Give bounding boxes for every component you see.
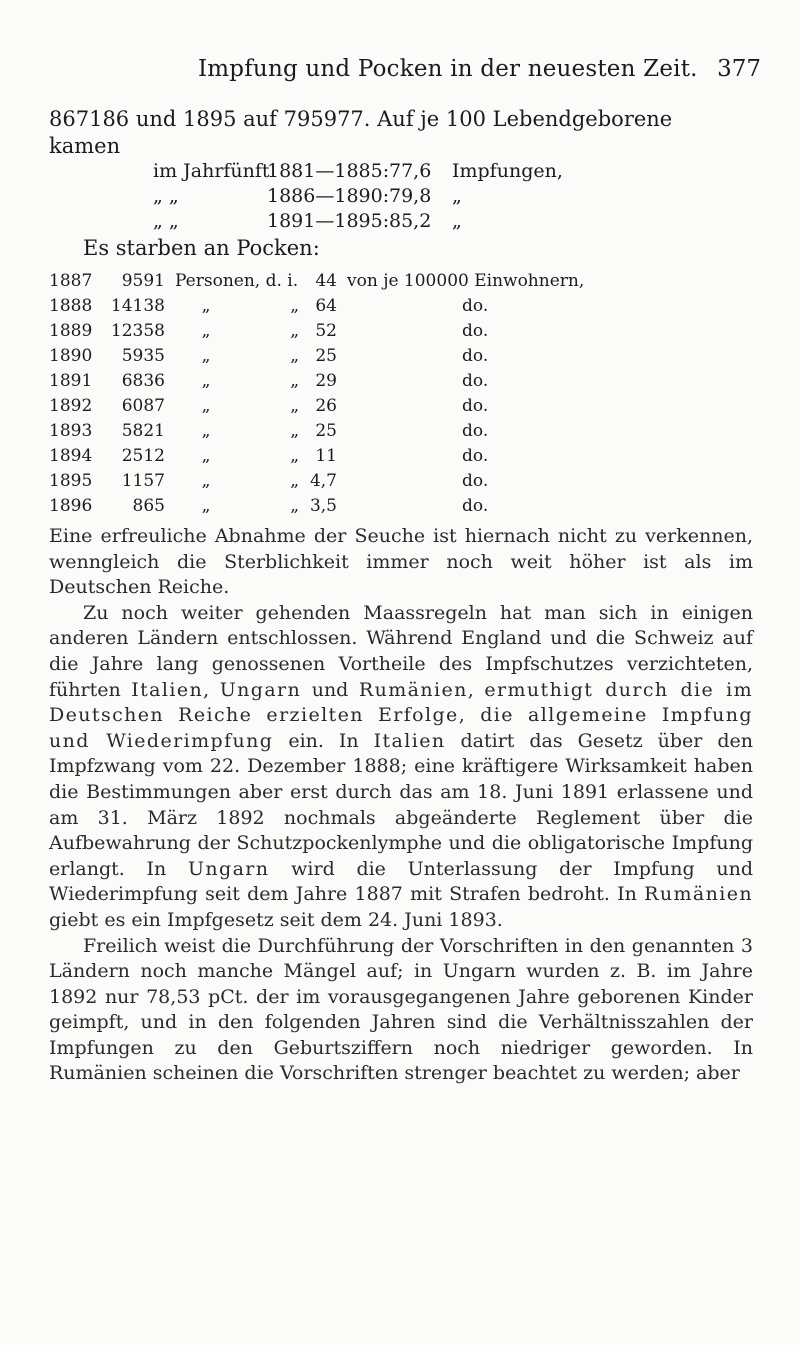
ditto-mark: „: [290, 395, 299, 416]
rate-cell: 4,7: [309, 470, 337, 491]
ditto-text: do.: [462, 445, 489, 466]
ditto-mark: „: [290, 470, 299, 491]
ditto-cell: [175, 293, 299, 318]
rate-suffix: „: [452, 210, 462, 232]
rate-row: [153, 209, 592, 234]
intro-line: kamen: [49, 134, 121, 158]
ditto-cell: [175, 493, 299, 518]
paragraph: Freilich weist die Durchführung der Vorschriften in den genannten 3 Ländern noch manche Mängel auf; in Ungarn wurden z. B. im Jahre 1892 nur 78,53 pCt. der im vorausgegangenen Jahre geborenen Kinder geimpft, und in den folgenden Jahren sind die Verhältnisszahlen der Impfungen zu den Geburtsziffern noch niedriger geworden. In Rumänien scheinen die Vorschriften strenger beachtet zu werden; aber: [49, 934, 753, 1085]
table-row: [49, 418, 792, 443]
text-run: wird die Unterlassung der Impfung und Wiederimpfung seit dem Jahre 1887 mit Strafen bedroht. In: [49, 857, 753, 906]
ditto-text: do.: [462, 345, 489, 366]
ditto-mark: „: [290, 445, 299, 466]
country-name: Italien: [373, 729, 446, 752]
rate-cell: 11: [315, 445, 337, 466]
rate-prefix: im Jahrfünft: [153, 160, 270, 182]
emphasized-text: ermuthigt durch die im Deutschen Reiche erzielten Erfolge, die allgemeine Impfung und Wiederimpfung: [49, 678, 754, 752]
rate-prefix: „ „: [153, 210, 179, 232]
ditto-mark: „: [201, 445, 211, 466]
ditto-cell: [175, 468, 299, 493]
rate-cell: 44: [315, 270, 337, 291]
ditto-text: do.: [462, 395, 489, 416]
ditto-mark: „: [290, 345, 299, 366]
intro-line: 867186 und 1895 auf 795977. Auf je 100 Lebendgeborene: [49, 107, 673, 131]
table-row: [49, 318, 792, 343]
text-run: ein. In: [273, 729, 374, 752]
deaths-count-cell: 5821: [121, 420, 165, 441]
deaths-count-cell: 2512: [121, 445, 165, 466]
table-row: [49, 268, 792, 293]
rate-years: 1886—1890:: [267, 185, 390, 207]
country-name: Rumänien: [644, 883, 753, 906]
ditto-cell: [175, 418, 299, 443]
text-run: und: [301, 678, 359, 701]
rate-row: [153, 184, 592, 209]
year-cell: 1890: [49, 345, 93, 366]
text-run: Zu noch weiter gehenden Maassregeln hat man sich in einigen anderen Ländern entschlossen. Während England und die Schweiz auf die Jahre lang genossenen Vortheile des Impfschutzes verzichteten, führten: [49, 601, 753, 701]
smallpox-deaths-table: [49, 268, 792, 518]
table-row: [49, 493, 792, 518]
rate-cell: 64: [315, 295, 337, 316]
year-cell: 1888: [49, 295, 93, 316]
year-cell: 1891: [49, 370, 93, 391]
rate-cell: 25: [315, 420, 337, 441]
ditto-mark: „: [201, 370, 211, 391]
rate-years: 1881—1885:: [267, 160, 390, 182]
ditto-cell: [175, 443, 299, 468]
ditto-text: do.: [462, 370, 489, 391]
ditto-mark: „: [201, 470, 211, 491]
text-run: giebt es ein Impfgesetz seit dem 24. Juni 1893.: [49, 908, 503, 931]
rate-cell: 25: [315, 345, 337, 366]
table-row: [49, 443, 792, 468]
paragraph: Eine erfreuliche Abnahme der Seuche ist hiernach nicht zu verkennen, wenngleich die Sterblichkeit immer noch weit höher ist als im Deutschen Reiche.: [49, 525, 753, 599]
paragraph: [49, 601, 753, 934]
rate-row: [153, 159, 592, 184]
ditto-mark: „: [201, 420, 211, 441]
rate-suffix: Impfungen,: [452, 160, 563, 182]
deaths-count-cell: 1157: [121, 470, 165, 491]
deaths-count-cell: 6836: [121, 370, 165, 391]
table-row: [49, 343, 792, 368]
deaths-count-cell: 12358: [110, 320, 165, 341]
rate-value: 77,6: [389, 160, 432, 182]
country-name: Ungarn: [187, 857, 270, 880]
deaths-count-cell: 6087: [121, 395, 165, 416]
rate-prefix: „ „: [153, 185, 179, 207]
ditto-mark: „: [290, 320, 299, 341]
intro-text: [49, 106, 753, 160]
table-row: [49, 293, 792, 318]
page-number: 377: [717, 56, 761, 82]
ditto-mark: „: [290, 295, 299, 316]
vaccination-rates-list: [153, 159, 592, 234]
persons-label: Personen, d. i.: [175, 270, 299, 291]
table-row: [49, 368, 792, 393]
text-run: ,: [203, 678, 220, 701]
country-name: Ungarn: [219, 678, 302, 701]
ditto-text: do.: [462, 420, 489, 441]
text-run: ,: [467, 678, 485, 701]
rate-value: 85,2: [389, 210, 432, 232]
ditto-text: do.: [462, 320, 489, 341]
ditto-mark: „: [290, 370, 299, 391]
ditto-mark: „: [201, 320, 211, 341]
ditto-text: do.: [462, 295, 489, 316]
ditto-mark: „: [201, 495, 211, 516]
deaths-heading: Es starben an Pocken:: [83, 236, 320, 260]
year-cell: 1887: [49, 270, 93, 291]
rate-cell: 3,5: [309, 495, 337, 516]
rate-value: 79,8: [389, 185, 432, 207]
country-name: Rumänien: [358, 678, 468, 701]
rate-cell: 52: [315, 320, 337, 341]
ditto-mark: „: [201, 395, 211, 416]
year-cell: 1895: [49, 470, 93, 491]
rate-cell: 26: [315, 395, 337, 416]
deaths-count-cell: 5935: [121, 345, 165, 366]
ditto-text: do.: [462, 470, 489, 491]
table-row: [49, 468, 792, 493]
year-cell: 1892: [49, 395, 93, 416]
rate-cell: 29: [315, 370, 337, 391]
ditto-mark: „: [290, 495, 299, 516]
ditto-mark: „: [201, 295, 211, 316]
deaths-count-cell: 14138: [110, 295, 165, 316]
year-cell: 1894: [49, 445, 93, 466]
page-header: [0, 56, 800, 96]
rate-suffix: „: [452, 185, 462, 207]
year-cell: 1896: [49, 495, 93, 516]
year-cell: 1889: [49, 320, 93, 341]
country-name: Italien: [131, 678, 204, 701]
year-cell: 1893: [49, 420, 93, 441]
rate-years: 1891—1895:: [267, 210, 390, 232]
body-prose: [49, 524, 753, 1087]
text-run: datirt das Gesetz über den Impfzwang vom 22. Dezember 1888; eine kräftigere Wirksamkeit haben die Bestimmungen aber erst durch das am 18. Juni 1891 erlassene und am 31. März 1892 nochmals abgeänderte Reglement über die Aufbewahrung der Schutzpockenlymphe und die obligatorische Impfung erlangt. In: [49, 729, 753, 880]
ditto-text: do.: [462, 495, 489, 516]
per-inhabitants-label: von je 100000 Einwohnern,: [347, 270, 585, 291]
deaths-count-cell: 865: [132, 495, 165, 516]
ditto-mark: „: [201, 345, 211, 366]
table-row: [49, 393, 792, 418]
deaths-count-cell: 9591: [121, 270, 165, 291]
running-title: Impfung und Pocken in der neuesten Zeit.: [198, 56, 698, 82]
ditto-cell: [175, 318, 299, 343]
ditto-cell: [175, 343, 299, 368]
ditto-mark: „: [290, 420, 299, 441]
ditto-cell: [175, 368, 299, 393]
ditto-cell: [175, 393, 299, 418]
